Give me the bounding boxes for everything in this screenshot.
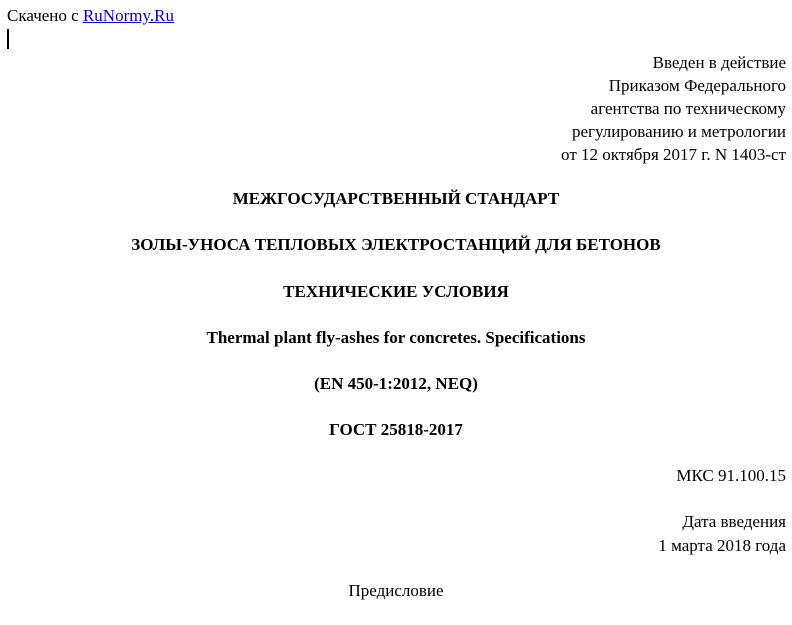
downloaded-from-line [7, 5, 174, 27]
enactment-line: от 12 октября 2017 г. N 1403-ст [561, 145, 786, 164]
introduction-date-block [658, 510, 786, 558]
text-cursor [7, 29, 9, 49]
downloaded-prefix: Скачено с [7, 6, 79, 25]
runormy-link[interactable]: RuNormy.Ru [82, 6, 174, 25]
enactment-line: регулированию и метрологии [571, 122, 786, 141]
gost-number: ГОСТ 25818-2017 [329, 420, 463, 439]
technical-conditions-heading: ТЕХНИЧЕСКИЕ УСЛОВИЯ [283, 282, 509, 301]
preface-heading: Предисловие [348, 581, 444, 600]
enactment-line: Приказом Федерального [608, 76, 786, 95]
interstate-standard-heading: МЕЖГОСУДАРСТВЕННЫЙ СТАНДАРТ [232, 189, 560, 208]
introduction-date-value: 1 марта 2018 года [658, 536, 786, 555]
english-title: Thermal plant fly-ashes for concretes. Specifications [206, 328, 586, 347]
enactment-line: агентства по техническому [590, 99, 786, 118]
enactment-line: Введен в действие [652, 53, 786, 72]
standard-subject-heading: ЗОЛЫ-УНОСА ТЕПЛОВЫХ ЭЛЕКТРОСТАНЦИЙ ДЛЯ БЕТОНОВ [131, 235, 661, 254]
en-reference: (EN 450-1:2012, NEQ) [314, 374, 478, 393]
introduction-date-label: Дата введения [682, 512, 786, 531]
enactment-block [561, 51, 786, 166]
mks-code: МКС 91.100.15 [676, 466, 786, 485]
